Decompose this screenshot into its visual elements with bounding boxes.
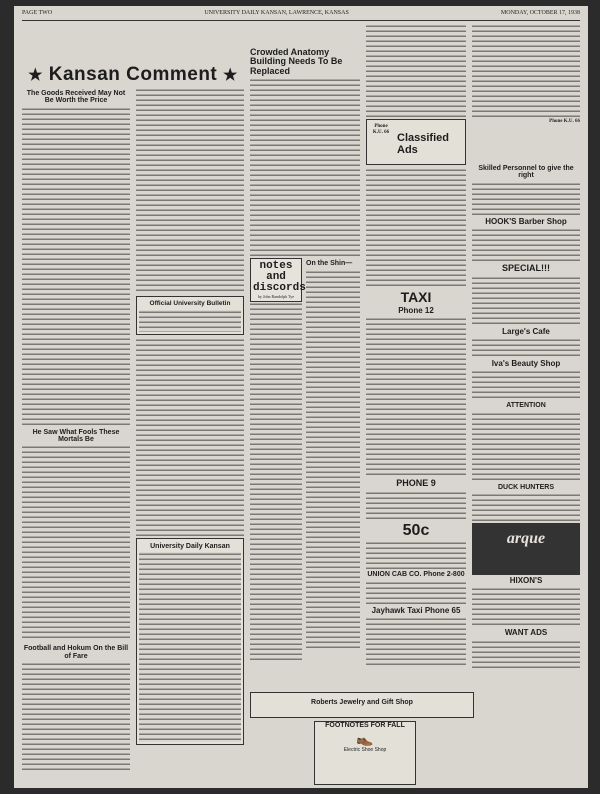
kansan-masthead: University Daily Kansan	[136, 538, 244, 745]
column-4: Phone K.U. 66 Classified Ads TAXI Phone 12 PHONE 9 50c UNION CAB CO. Phone 2-800 Jayhawk Taxi Phone 65	[366, 24, 466, 784]
ivas-beauty-ad: Iva's Beauty Shop	[491, 358, 561, 368]
phone-9-ad: PHONE 9	[396, 478, 436, 489]
phone-ku-right: Phone K.U. 66	[549, 119, 580, 124]
hixons-ad: HIXON'S	[509, 575, 543, 585]
headline-football: Football and Hokum On the Bill of Fare	[23, 645, 129, 660]
star-icon: ★	[28, 67, 43, 84]
official-bulletin: Official University Bulletin	[136, 296, 244, 335]
larges-cafe-ad: Large's Cafe	[502, 326, 550, 336]
union-cab-ad: UNION CAB CO. Phone 2-800	[367, 571, 465, 579]
taxi-ad: TAXI	[400, 289, 432, 305]
on-the-shin: On the Shin—	[306, 260, 353, 268]
column-5	[472, 24, 580, 784]
want-ads: WANT ADS	[504, 628, 548, 638]
footnotes-ad: FOOTNOTES FOR FALL 👞 Electric Shoe Shop	[314, 721, 416, 785]
headline-fools: He Saw What Fools These Mortals Be	[32, 428, 120, 444]
column-2	[136, 88, 244, 783]
header-left: PAGE TWO	[22, 10, 53, 16]
hooks-barber-ad: HOOK'S Barber Shop	[485, 216, 567, 226]
duck-hunters-ad: DUCK HUNTERS	[498, 483, 554, 491]
headline-goods: The Goods Received May Not Be Worth the Price	[26, 90, 126, 105]
skilled-personnel: Skilled Personnel to give the right	[478, 165, 574, 180]
newspaper-page	[14, 6, 588, 788]
column-1	[22, 88, 130, 783]
kansan-comment-banner: ★ Kansan Comment ★	[28, 64, 238, 85]
page-header	[22, 10, 580, 21]
attention-ad: ATTENTION	[506, 402, 546, 410]
header-center: UNIVERSITY DAILY KANSAN, LAWRENCE, KANSAS	[204, 10, 349, 16]
column-3	[250, 46, 360, 786]
header-right: MONDAY, OCTOBER 17, 1938	[500, 10, 580, 16]
roberts-jewelry-ad: Roberts Jewelry and Gift Shop	[250, 692, 474, 718]
shoe-icon: 👞	[356, 730, 374, 746]
notes-and-discords-box: notes and discords by John Randolph Tye	[250, 258, 302, 302]
arque-ad: arque	[472, 523, 580, 575]
special-ad: SPECIAL!!!	[502, 263, 550, 274]
star-icon: ★	[223, 67, 238, 84]
price-50c: 50c	[402, 521, 430, 539]
headline-anatomy: Crowded Anatomy Building Needs To Be Replaced	[250, 47, 343, 76]
classified-header: Phone K.U. 66 Classified Ads	[366, 119, 466, 165]
jayhawk-taxi-ad: Jayhawk Taxi Phone 65	[371, 605, 461, 615]
